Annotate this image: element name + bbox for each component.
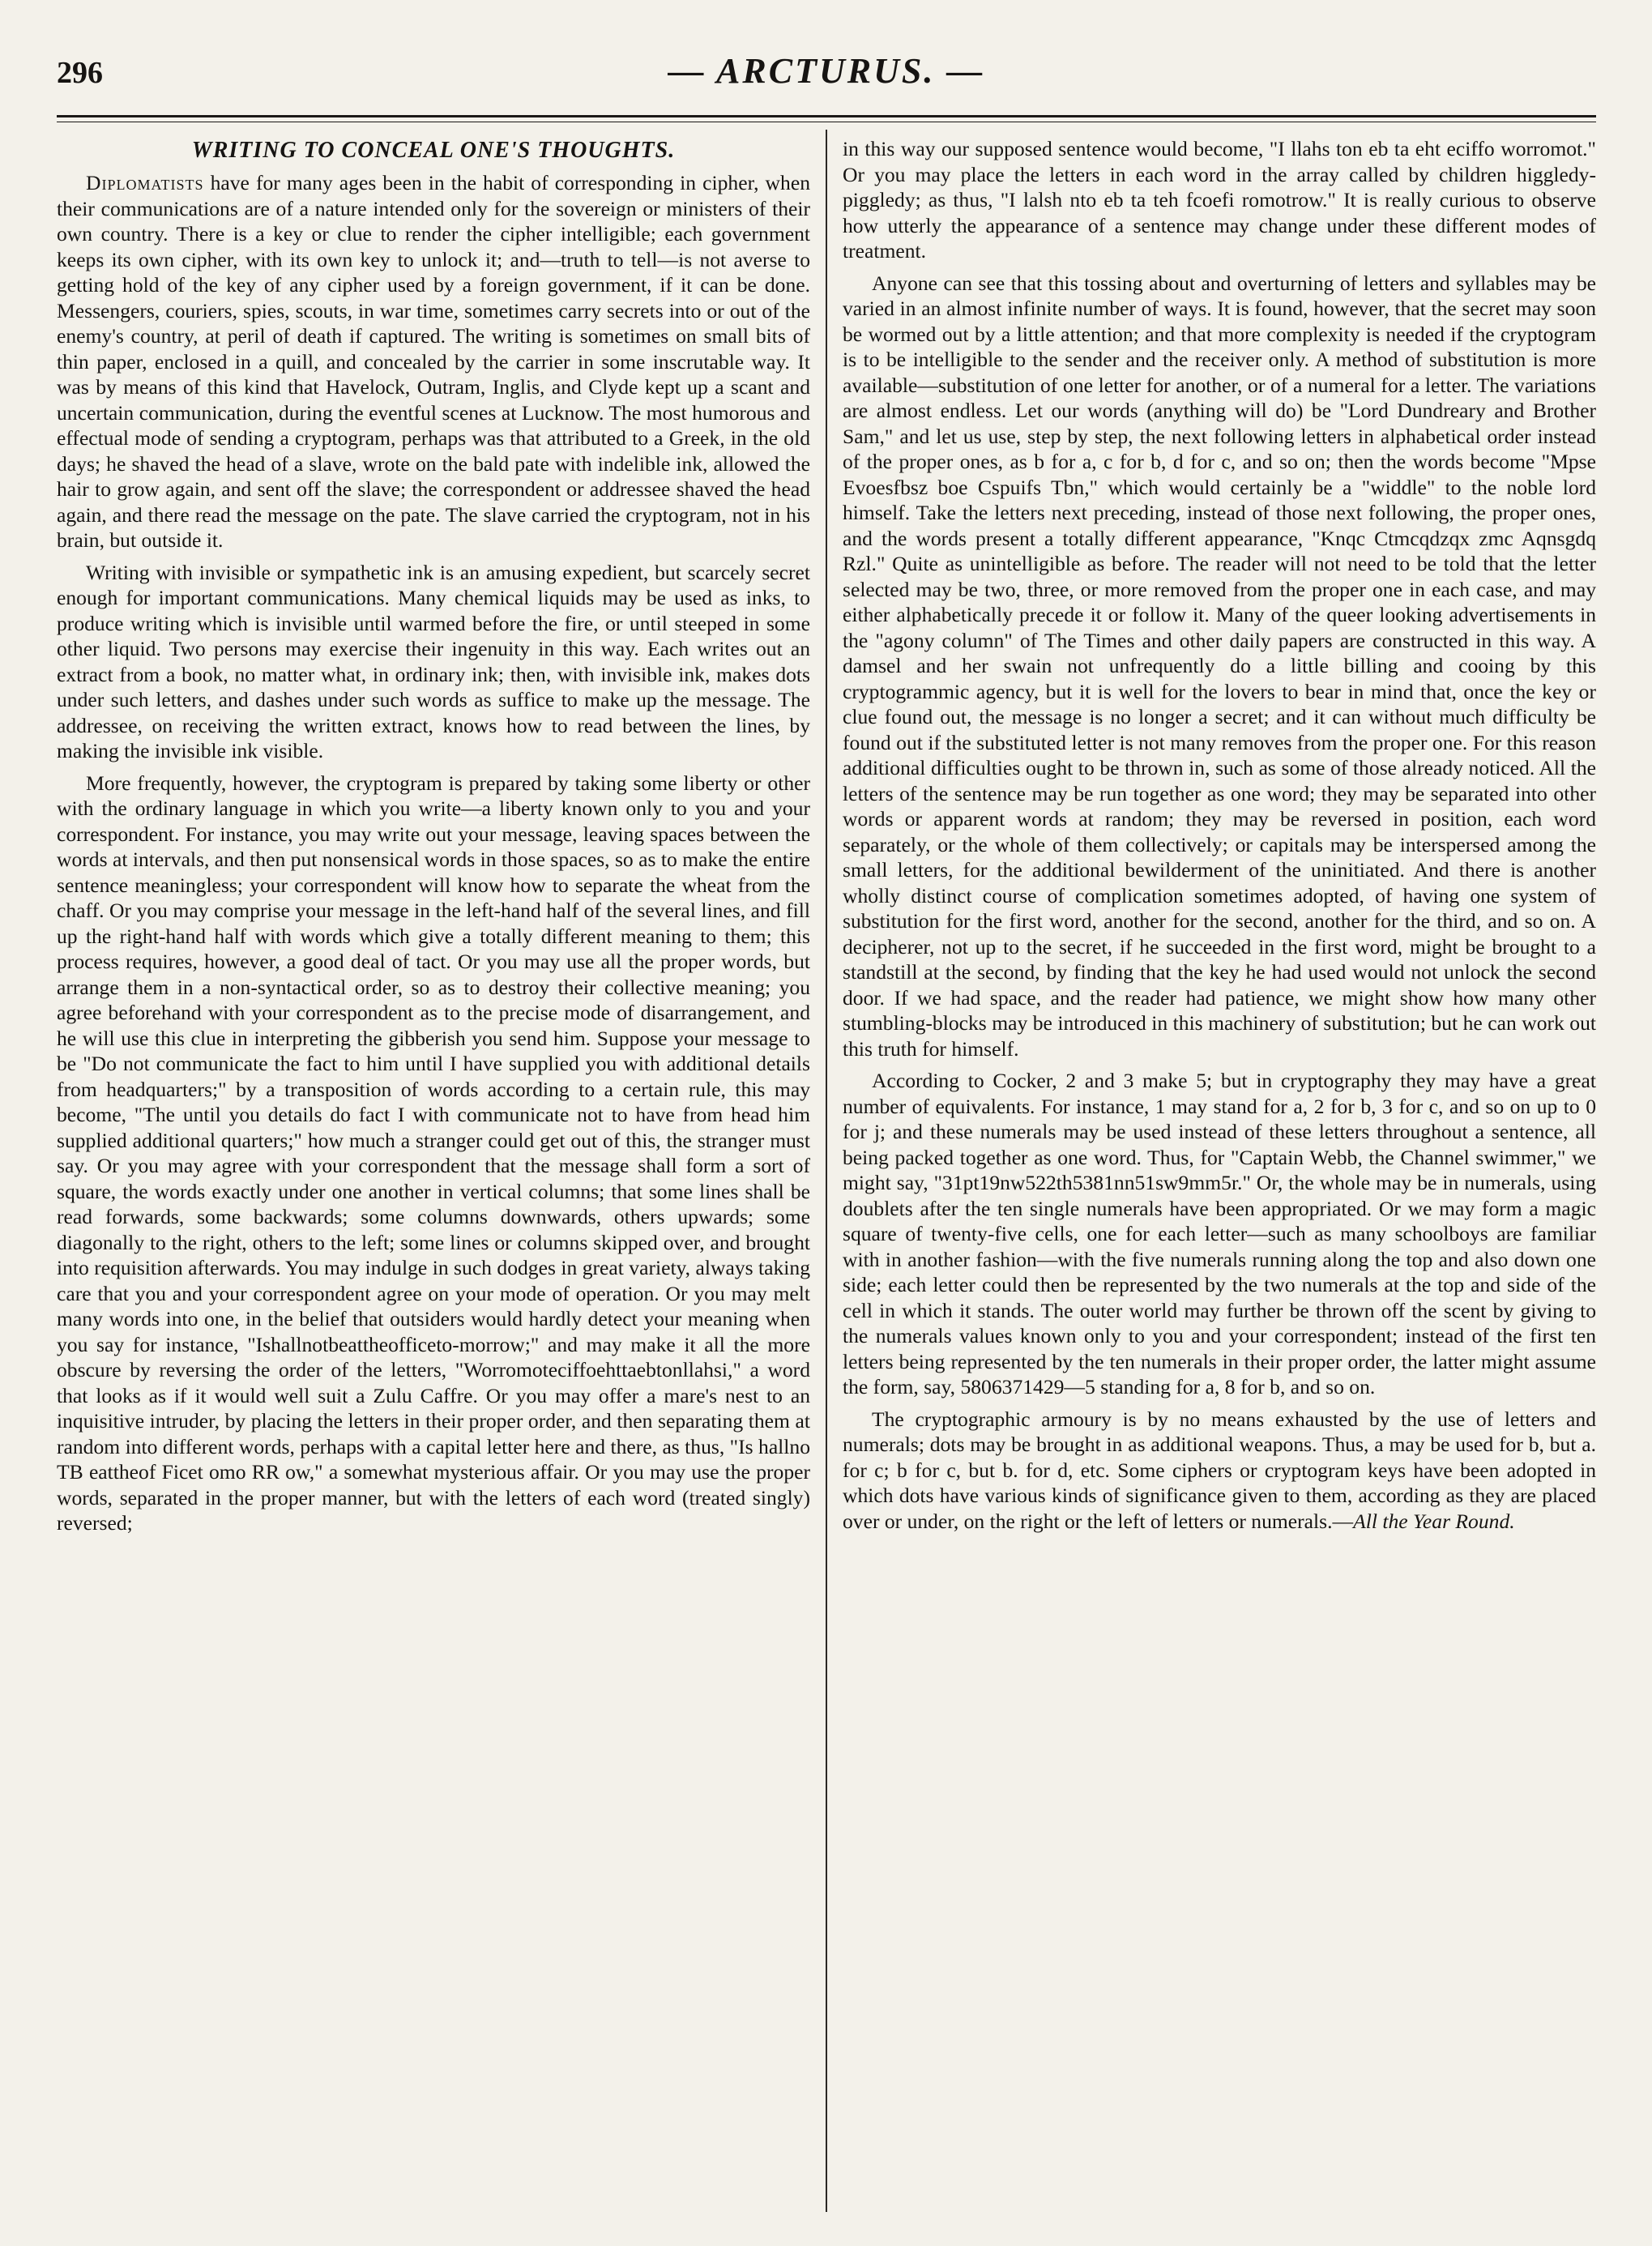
paragraph-3-continued: in this way our supposed sentence would become, "I llahs ton eb ta eht eciffo worromot." Or you may place the letters in each word in the array called by children higgledy-piggledy; as thus, "I lalsh nto eb ta teh fcoefi romotrow." It is really curious to observe how utterly the appearance of a sentence may change under these different modes of treatment. — [843, 137, 1596, 263]
page-header — [57, 47, 1596, 104]
paragraph-6-text: The cryptographic armoury is by no means exhausted by the use of letters and numerals; dots may be brought in as additional weapons. Thus, a may be used for b, but a. for c; b for c, but b. for d, etc. Some ciphers or cryptogram keys have been adopted in which dots have various kinds of significance given to them, according as they are placed over or under, on the right or the left of letters or numerals.— — [843, 1407, 1596, 1533]
header-rule — [57, 115, 1596, 117]
paragraph-1 — [57, 170, 810, 553]
column-divider — [826, 130, 827, 2212]
paragraph-1-text: have for many ages been in the habit of corresponding in cipher, when their communications are of a nature intended only for the sovereign or ministers of their own country. There is a key or clue to render the cipher intelligible; each government keeps its own cipher, with its own key to unlock it; and—truth to tell—is not averse to getting hold of the key of any cipher used by a foreign government, if it can be done. Messengers, couriers, spies, scouts, in war time, sometimes carry secrets into or out of the enemy's country, at peril of death if captured. The writing is sometimes on small bits of thin paper, enclosed in a quill, and concealed by the carrier in some inscrutable way. It was by means of this kind that Havelock, Outram, Inglis, and Clyde kept up a scant and uncertain communication, during the eventful scenes at Lucknow. The most humorous and effectual mode of sending a cryptogram, perhaps was that attributed to a Greek, in the old days; he shaved the head of a slave, wrote on the bald pate with indelible ink, allowed the hair to grow again, and sent off the slave; the correspondent or addressee shaved the head again, and there read the message on the pate. The slave carried the cryptogram, not in his brain, but outside it. — [57, 171, 810, 552]
lead-word: Diplomatists — [86, 171, 204, 194]
paragraph-3: More frequently, however, the cryptogram is prepared by taking some liberty or other with the ordinary language in which you write—a liberty known only to you and your correspondent. For instance, you may write out your message, leaving spaces between the words at intervals, and then put nonsensical words in those spaces, so as to make the entire sentence meaningless; your correspondent will know how to separate the wheat from the chaff. Or you may comprise your message in the left-hand half of the several lines, and fill up the right-hand half with words which give a totally different meaning to them; this process requires, however, a good deal of tact. Or you may use all the proper words, but arrange them in a non-syntactical order, so as to destroy their collective meaning; you agree beforehand with your correspondent as to the precise mode of disarrangement, and he will use this clue in interpreting the gibberish you send him. Suppose your message to be "Do not communicate the fact to him until I have supplied you with additional details from headquarters;" by a transposition of words according to a certain rule, this may become, "The until you details do fact I with communicate not to have from head him supplied additional quarters;" how much a stranger could get out of this, the stranger must say. Or you may agree with your correspondent that the message shall form a sort of square, the words exactly under one another in vertical columns; that some lines shall be read forwards, some backwards; some columns downwards, others upwards; some diagonally to the right, others to the left; some lines or columns skipped over, and brought into requisition afterwards. You may indulge in such dodges in great variety, always taking care that you and your correspondent agree on your mode of operation. Or you may melt many words into one, in the belief that outsiders would hardly detect your meaning when you say for instance, "Ishallnotbeattheofficeto-morrow;" and may make it all the more obscure by reversing the order of the letters, "Worromoteciffoehttaebtonllahsi," a word that looks as if it would well suit a Zulu Caffre. Or you may offer a mare's nest to an inquisitive intruder, by placing the letters in their proper order, and then separating them at random into different words, perhaps with a capital letter here and there, as thus, "Is hallno TB eattheof Ficet omo RR ow," a somewhat mysterious affair. Or you may use the proper words, separated in the proper manner, but with the letters of each word (treated singly) reversed; — [57, 771, 810, 1535]
column-right — [843, 136, 1596, 1540]
running-title: — ARCTURUS. — — [668, 51, 985, 91]
paragraph-4: Anyone can see that this tossing about and overturning of letters and syllables may be varied in an almost infinite number of ways. It is found, however, that the secret may soon be wormed out by a little attention; and that more complexity is needed if the cryptogram is to be intelligible to the sender and the receiver only. A method of substitution is more available—substitution of one letter for another, or of a numeral for a letter. The variations are almost endless. Let our words (anything will do) be "Lord Dundreary and Brother Sam," and let us use, step by step, the next following letters in alphabetical order instead of the proper ones, as b for a, c for b, d for c, and so on; then the words become "Mpse Evoesfbsz boe Cspuifs Tbn," which would certainly be a "widdle" to the noble lord himself. Take the letters next preceding, instead of those next following, the proper ones, and the words present a totally different appearance, "Knqc Ctmcqdzqx zmc Aqnsgdq Rzl." Quite as unintelligible as before. The reader will not need to be told that the letter selected may be two, three, or more removed from the proper one in each case, and may either alphabetically precede it or follow it. Many of the queer looking advertisements in the "agony column" of The Times and other daily papers are constructed in this way. A damsel and her swain not unfrequently do a little billing and cooing by this cryptogrammic agency, but it is well for the lovers to bear in mind that, once the key or clue found out, the message is no longer a secret; and it can without much difficulty be found out if the substituted letter is not many removes from the proper one. For this reason additional difficulties ought to be thrown in, such as some of those already noticed. All the letters of the sentence may be run together as one word; they may be separated into other words or apparent words at random; they may be reversed in position, each word separately, or the whole of them collectively; or capitals may be interspersed among the small letters, for the additional bewilderment of the uninitiated. And there is another wholly distinct course of complication sometimes adopted, of having one system of substitution for the first word, another for the second, another for the third, and so on. A decipherer, not up to the secret, if he succeeded in the first word, might be brought to a standstill at the second, by finding that the key he had used would not unlock the second door. If we had space, and the reader had patience, we might show how many other stumbling-blocks may be introduced in this machinery of substitution; but he can work out this truth for himself. — [843, 271, 1596, 1061]
page-number: 296 — [57, 56, 103, 90]
paragraph-6 — [843, 1407, 1596, 1535]
paragraph-2: Writing with invisible or sympathetic ink is an amusing expedient, but scarcely secret enough for important communications. Many chemical liquids may be used as inks, to produce writing which is invisible until warmed before the fire, or until steeped in some other liquid. Two persons may exercise their ingenuity in this way. Each writes out an extract from a book, no matter what, in ordinary ink; then, with invisible ink, makes dots under such letters, and dashes under such words as suffice to make up the message. The addressee, on receiving the written extract, knows how to read between the lines, by making the invisible ink visible. — [57, 560, 810, 762]
source-credit: All the Year Round. — [1353, 1509, 1515, 1533]
article-headline: WRITING TO CONCEAL ONE'S THOUGHTS. — [191, 138, 676, 163]
paragraph-5: According to Cocker, 2 and 3 make 5; but in cryptography they may have a great number of equivalents. For instance, 1 may stand for a, 2 for b, 3 for c, and so on up to 0 for j; and these numerals may be used instead of these letters throughout a sentence, all being packed together as one word. Thus, for "Captain Webb, the Channel swimmer," we might say, "31pt19nw522th5381nn51sw9mm5r." Or, the whole may be in numerals, using doublets after the ten single numerals have been appropriated. Or we may form a magic square of twenty-five cells, one for each letter—such as many schoolboys are familiar with in another fashion—with the five numerals running along the top and also down one side; each letter could then be represented by the two numerals at the top and side of the cell in which it stands. The outer world may further be thrown off the scent by giving to the numerals values known only to you and your correspondent; instead of the first ten letters being represented by the ten numerals in their proper order, the latter might assume the form, say, 5806371429—5 standing for a, 8 for b, and so on. — [843, 1069, 1596, 1398]
column-left — [57, 136, 810, 1543]
